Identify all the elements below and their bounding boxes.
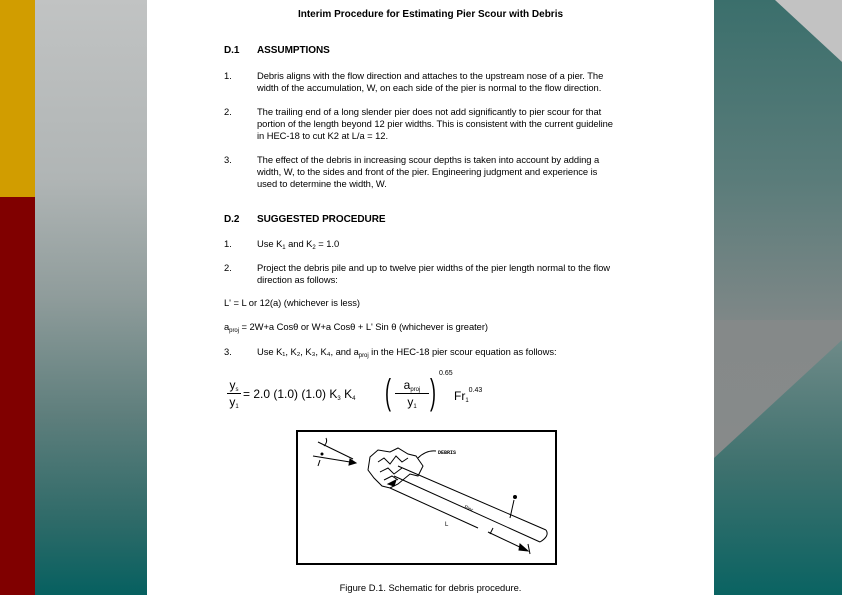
assumption-3-line-1: The effect of the debris in increasing scour depths is taken into account by adding a (257, 154, 600, 165)
debris-schematic-drawing (298, 432, 555, 563)
assumption-2-line-3: in HEC-18 to cut K2 at L/a = 12. (257, 130, 389, 141)
equation-middle: = 2.0 (1.0) (1.0) $K_3$ $K_4$ (243, 387, 356, 402)
assumption-3-line-2: width, W, to the sides and front of the pier. Engineering judgment and experience is (257, 166, 598, 177)
figure-caption: Figure D.1. Schematic for debris procedure. (339, 582, 522, 593)
equation-rhs-fraction: $a_{proj}$ $y_1$ (395, 378, 429, 409)
gold-accent-strip (0, 0, 35, 197)
l-prime-definition: L' = L or 12(a) (whichever is less) (224, 297, 360, 308)
list-item-number: 3. (224, 346, 232, 357)
red-accent-strip (0, 197, 35, 595)
equation-lhs-fraction: $y_s$ $y_1$ (227, 378, 241, 409)
list-item-number: 3. (224, 154, 232, 165)
list-item-number: 2. (224, 106, 232, 117)
list-item-number: 2. (224, 262, 232, 273)
right-paren: ) (430, 371, 436, 412)
section-heading-suggested-procedure: SUGGESTED PROCEDURE (257, 214, 386, 225)
right-gradient-panel (714, 0, 842, 595)
procedure-1-text: Use $K_1$ and $K_2 = 1.0$ (257, 238, 340, 251)
assumption-2-line-2: portion of the length beyond 12 pier widths. This is consistent with the current guideline (257, 118, 613, 129)
list-item-number: 1. (224, 238, 232, 249)
procedure-2-line-1: Project the debris pile and up to twelve pier widths of the pier length normal to the flow (257, 262, 610, 273)
assumption-1-line-2: width of the accumulation, W, on each side of the pier is normal to the flow direction. (257, 82, 602, 93)
svg-text:DEBRIS: DEBRIS (438, 450, 457, 456)
procedure-3-text: Use K₁, K₂, K₃, K₄, and $a_{proj}$ in the HEC-18 pier scour equation as follows: (257, 346, 557, 359)
svg-text:L: L (445, 522, 449, 528)
a-proj-definition: $a_{proj} = 2W+a$ Cosθ or W+a Cosθ + L' Sin θ (whichever is greater) (224, 321, 488, 334)
debris-schematic-figure (296, 430, 557, 565)
section-heading-assumptions: ASSUMPTIONS (257, 45, 330, 56)
left-paren: ( (385, 371, 391, 412)
assumption-1-line-1: Debris aligns with the flow direction and attaches to the upstream nose of a pier. The (257, 70, 604, 81)
list-item-number: 1. (224, 70, 232, 81)
svg-text:Pier: Pier (463, 504, 474, 514)
froude-term: $Fr_1^{0.43}$ (454, 387, 483, 404)
section-number-d2: D.2 (224, 214, 240, 225)
assumption-3-line-3: used to determine the width, W. (257, 178, 387, 189)
left-gradient-panel (35, 0, 147, 595)
document-title: Interim Procedure for Estimating Pier Scour with Debris (297, 9, 564, 20)
right-decorative-shapes (714, 0, 842, 595)
equation-exponent: 0.65 (439, 370, 453, 377)
document-page (147, 0, 714, 595)
scour-equation (227, 370, 487, 420)
assumption-2-line-1: The trailing end of a long slender pier does not add significantly to pier scour for that (257, 106, 602, 117)
section-number-d1: D.1 (224, 45, 240, 56)
procedure-2-line-2: direction as follows: (257, 274, 338, 285)
